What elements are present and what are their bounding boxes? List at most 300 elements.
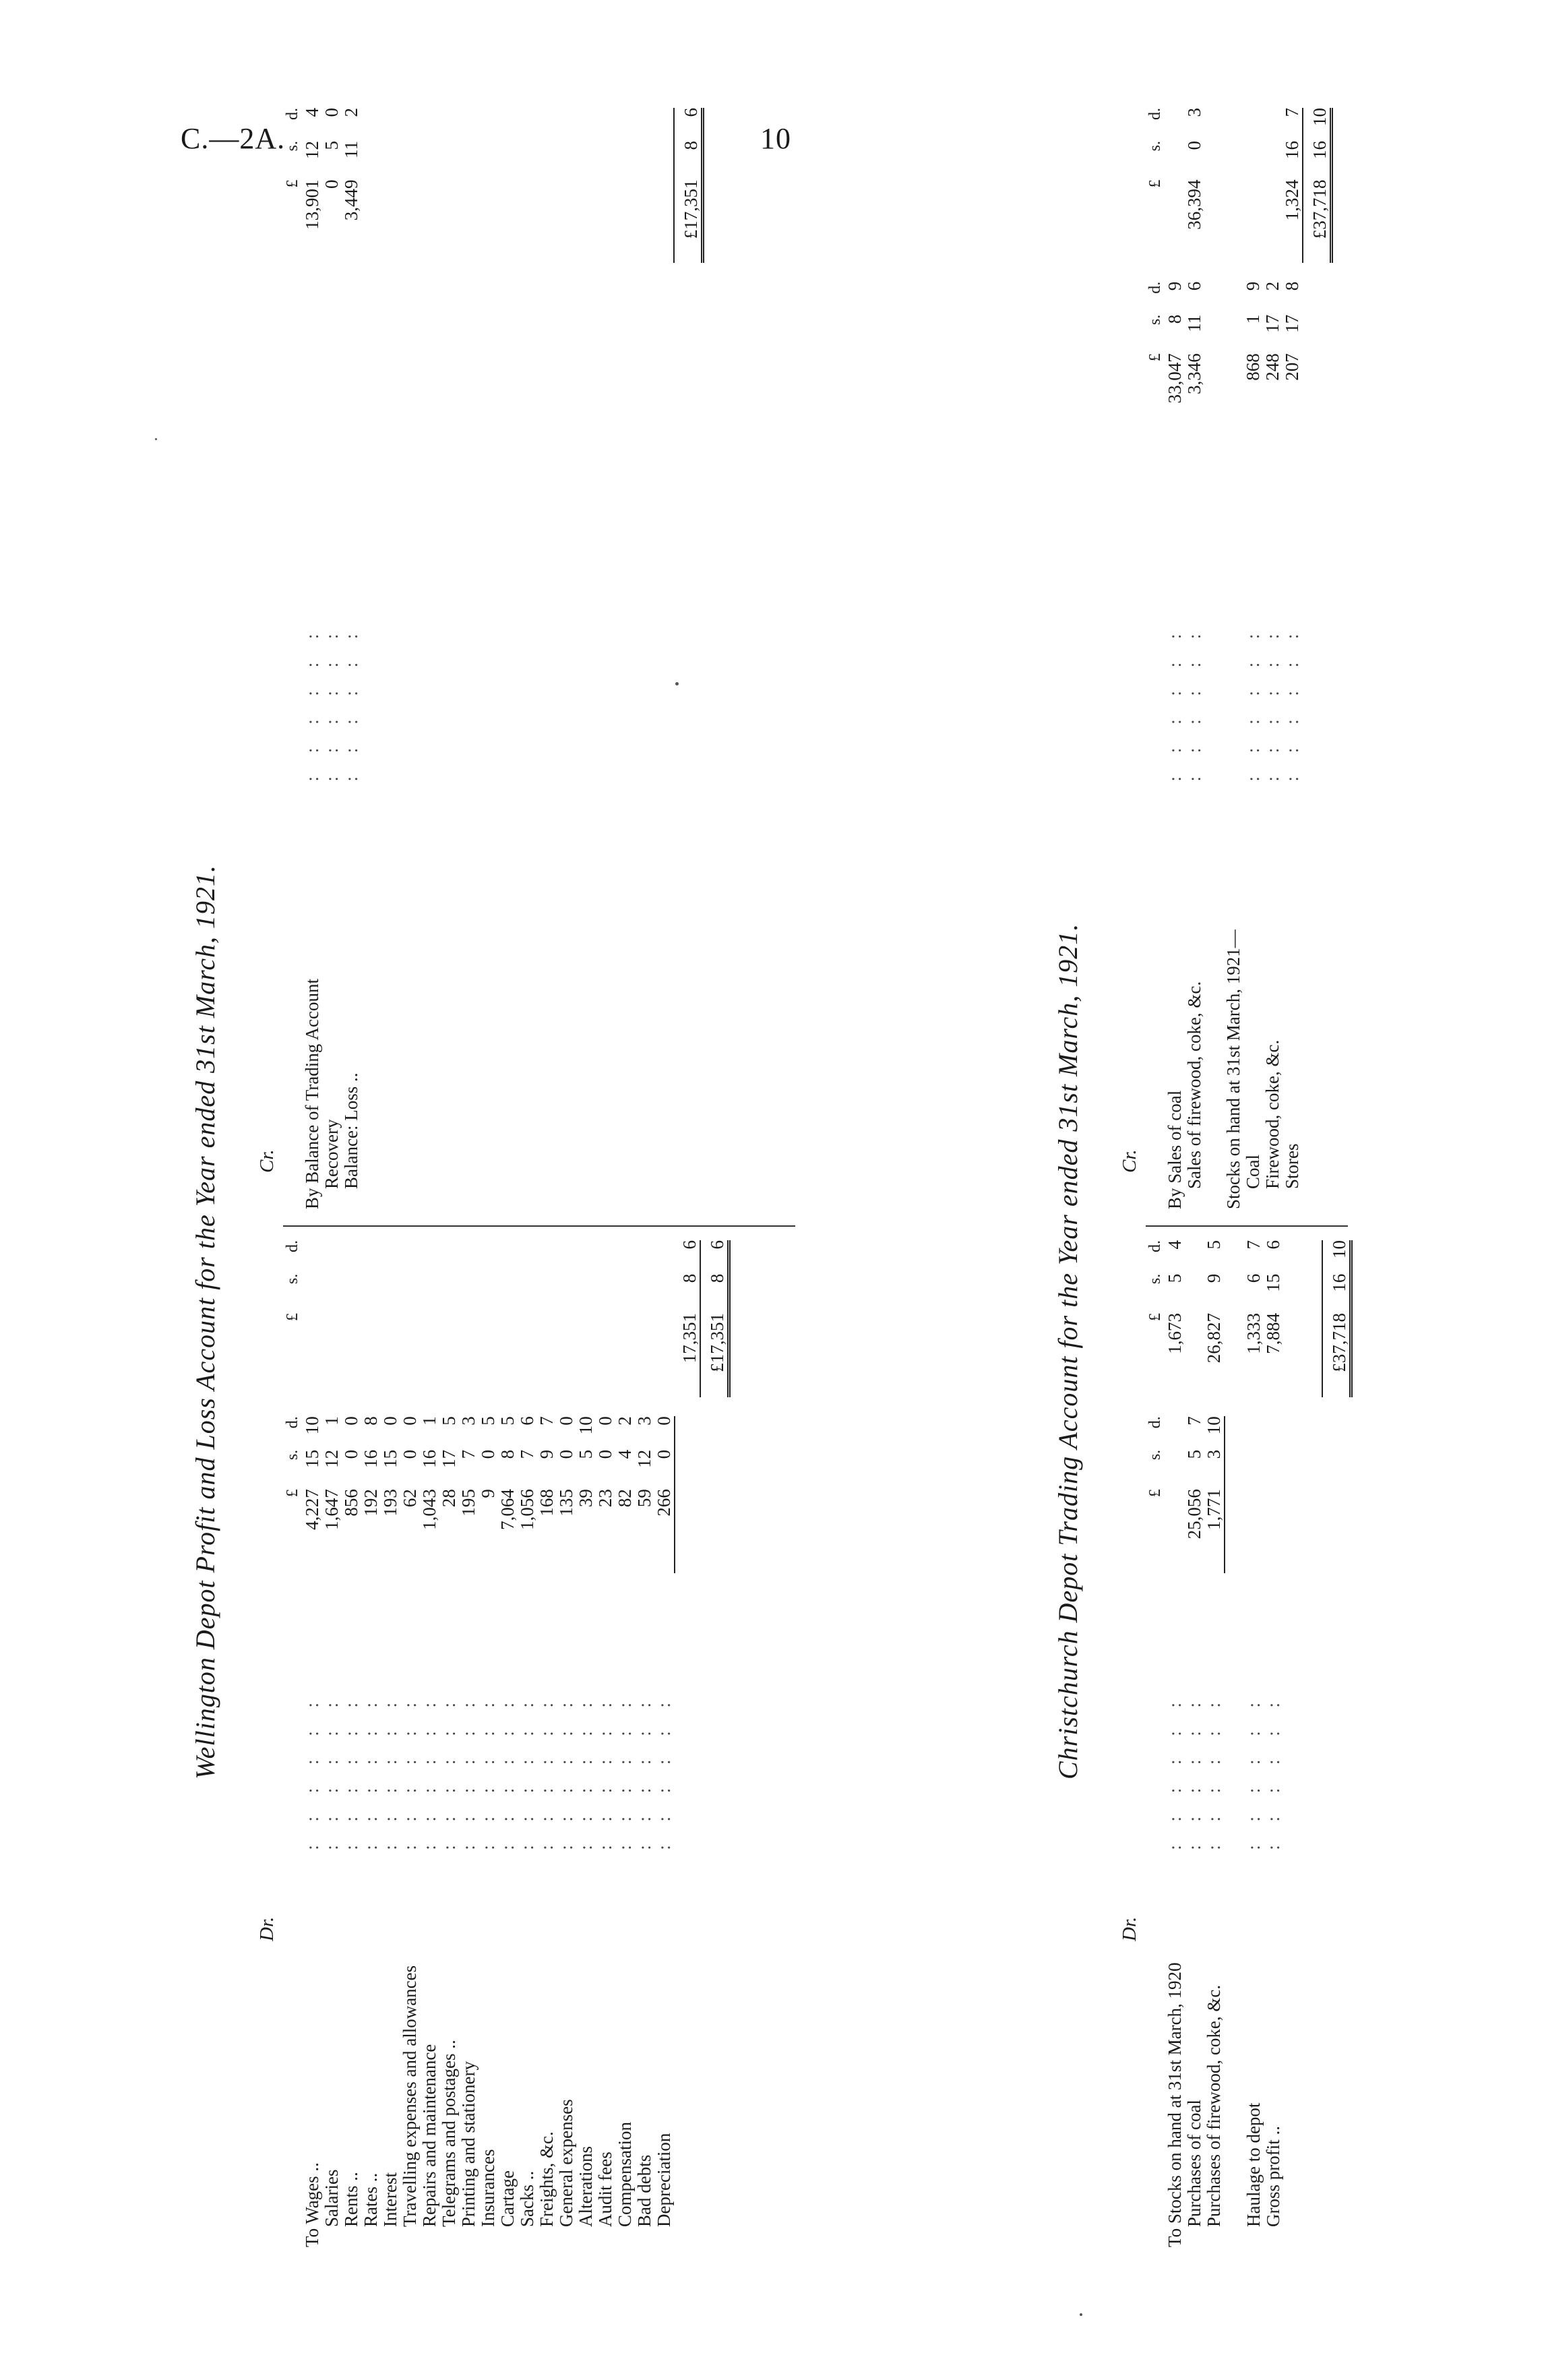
document-reference: C.—2A. bbox=[181, 122, 286, 155]
amount-shillings: 9 bbox=[536, 1449, 557, 1459]
outer-pounds bbox=[303, 1313, 322, 1397]
outer-shillings: 15 bbox=[1263, 1273, 1283, 1292]
christchurch-debit-table bbox=[1146, 1240, 1353, 2251]
outer-pounds bbox=[615, 1313, 635, 1397]
outer-pence: 2 bbox=[341, 108, 361, 117]
amount-shillings: 5 bbox=[576, 1449, 596, 1459]
outer-pence bbox=[654, 1240, 675, 1274]
wellington-debit-row bbox=[459, 1240, 478, 2251]
christchurch-debit-row bbox=[1264, 1240, 1283, 2251]
amount-pence bbox=[1224, 282, 1243, 315]
outer-shillings bbox=[576, 1274, 596, 1313]
christchurch-credit-row bbox=[1224, 108, 1243, 1213]
row-label: Freights, &c. bbox=[536, 2131, 557, 2227]
outer-pounds bbox=[420, 1313, 439, 1397]
outer-pence: 7 bbox=[1243, 1240, 1264, 1250]
wellington-debit-row bbox=[478, 1240, 498, 2251]
row-label: Sales of firewood, coke, &c. bbox=[1184, 981, 1204, 1189]
row-label: Audit fees bbox=[595, 2152, 615, 2227]
pounds-head: £ bbox=[1146, 353, 1164, 362]
christchurch-credit-table bbox=[1146, 108, 1333, 1213]
outer-shillings bbox=[478, 1274, 498, 1313]
amount-shillings: 17 bbox=[439, 1449, 459, 1468]
outer-pounds: 1,333 bbox=[1243, 1312, 1264, 1354]
row-label: Recovery bbox=[321, 1119, 342, 1189]
amount-shillings: 1 bbox=[1243, 314, 1263, 324]
amount-pounds bbox=[1264, 1489, 1283, 1573]
outer-pence: 6 bbox=[1263, 1240, 1283, 1250]
row-label: By Sales of coal bbox=[1165, 1090, 1185, 1209]
outer-shillings: 5 bbox=[321, 141, 342, 150]
outer-shillings: 11 bbox=[341, 141, 361, 159]
amount-shillings: 11 bbox=[1184, 314, 1204, 332]
amount-pence: 5 bbox=[478, 1416, 498, 1426]
amount-pounds: 192 bbox=[361, 1489, 381, 1517]
wellington-debit-row bbox=[654, 1240, 675, 2251]
money-header-row bbox=[1146, 1240, 1165, 2251]
row-label: Travelling expenses and allowances bbox=[400, 1965, 420, 2227]
amount-shillings: 8 bbox=[497, 1449, 518, 1459]
outer-pounds bbox=[537, 1313, 557, 1397]
outer-pounds bbox=[1165, 180, 1185, 264]
christchurch-debit-row bbox=[1244, 1240, 1264, 2251]
outer-shillings: 0 bbox=[1184, 141, 1204, 150]
amount-shillings: 0 bbox=[478, 1449, 498, 1459]
amount-shillings: 5 bbox=[1184, 1449, 1204, 1459]
leader-dots: : : : : : : bbox=[341, 1693, 361, 1850]
row-label: Gross profit .. bbox=[1263, 2126, 1283, 2227]
amount-shillings: 17 bbox=[1282, 314, 1302, 333]
amount-pounds: 33,047 bbox=[1165, 353, 1185, 404]
amount-shillings: 0 bbox=[341, 1449, 361, 1459]
amount-shillings: 0 bbox=[654, 1450, 675, 1489]
wellington-debit-row bbox=[400, 1240, 420, 2251]
outer-pounds bbox=[322, 1313, 342, 1397]
outer-pence: 0 bbox=[321, 108, 342, 117]
outer-pounds: 7,884 bbox=[1263, 1312, 1283, 1354]
row-label: Stocks on hand at 31st March, 1921— bbox=[1223, 929, 1243, 1209]
wellington-debit-row bbox=[361, 1240, 381, 2251]
wellington-debit-row bbox=[303, 1240, 322, 2251]
christchurch-dr-heading: Dr. bbox=[1119, 1916, 1140, 1941]
outer-pence bbox=[439, 1240, 459, 1274]
pence-head: d. bbox=[284, 108, 301, 120]
outer-pounds bbox=[1243, 180, 1263, 264]
wellington-debit-row bbox=[381, 1240, 400, 2251]
wellington-cr-heading: Cr. bbox=[256, 1149, 278, 1173]
row-label: Compensation bbox=[615, 2122, 635, 2227]
outer-pounds bbox=[576, 1313, 596, 1397]
outer-pounds bbox=[518, 1313, 537, 1397]
row-label: Sacks .. bbox=[517, 2170, 537, 2227]
amount-pence: 0 bbox=[654, 1416, 675, 1450]
outer-pence: 4 bbox=[1165, 1240, 1185, 1250]
christchurch-debit-total-row bbox=[1322, 1240, 1351, 2251]
outer-pence bbox=[518, 1240, 537, 1274]
amount-shillings bbox=[1224, 315, 1243, 354]
pence-head: d. bbox=[284, 1240, 301, 1252]
leader-dots: : : : : : : bbox=[536, 1693, 557, 1850]
shillings-head: s. bbox=[284, 141, 301, 152]
column-divider bbox=[1146, 1225, 1348, 1227]
wellington-debit-total-row bbox=[700, 1240, 729, 2251]
total-shillings: 16 bbox=[1303, 141, 1332, 180]
christchurch-cr-heading: Cr. bbox=[1119, 1149, 1140, 1173]
row-label: Firewood, coke, &c. bbox=[1262, 1039, 1283, 1189]
outer-shillings bbox=[498, 1274, 518, 1313]
row-label: Printing and stationery bbox=[458, 2061, 478, 2227]
amount-pence: 9 bbox=[1243, 281, 1263, 291]
outer-pounds bbox=[596, 1313, 615, 1397]
amount-pence: 0 bbox=[400, 1416, 420, 1426]
amount-shillings: 16 bbox=[419, 1449, 439, 1468]
amount-shillings bbox=[1165, 1450, 1185, 1489]
amount-shillings: 0 bbox=[556, 1449, 576, 1459]
total-pence: 6 bbox=[674, 108, 703, 141]
wellington-debit-row bbox=[439, 1240, 459, 2251]
leader-dots: : : : : : : bbox=[1243, 1693, 1264, 1850]
outer-shillings bbox=[596, 1274, 615, 1313]
total-pence: 10 bbox=[1303, 108, 1332, 141]
leader-dots: : : : : : : bbox=[321, 624, 342, 782]
row-label: Bad debts bbox=[634, 2154, 654, 2227]
outer-pence bbox=[420, 1240, 439, 1274]
shillings-head: s. bbox=[1146, 1449, 1164, 1461]
amount-pence: 3 bbox=[458, 1416, 478, 1426]
row-label: Salaries bbox=[321, 2169, 342, 2227]
outer-pence bbox=[1224, 108, 1243, 141]
leader-dots: : : : : : : bbox=[321, 1693, 342, 1850]
amount-pence: 1 bbox=[419, 1416, 439, 1426]
amount-pounds: 23 bbox=[595, 1489, 615, 1508]
amount-pounds: 135 bbox=[556, 1489, 576, 1517]
wellington-title: Wellington Depot Profit and Loss Account for the Year ended 31st March, 1921. bbox=[190, 865, 220, 1779]
outer-pence: 3 bbox=[1184, 108, 1204, 117]
amount-pounds: 82 bbox=[615, 1489, 635, 1508]
christchurch-title: Christchurch Depot Trading Account for the Year ended 31st March, 1921. bbox=[1053, 923, 1083, 1779]
wellington-debit-table bbox=[283, 1240, 731, 2251]
amount-shillings: 3 bbox=[1204, 1450, 1225, 1489]
amount-pounds: 4,227 bbox=[302, 1489, 322, 1530]
leader-dots: : : : : : : bbox=[341, 624, 361, 782]
row-label: Stores bbox=[1282, 1143, 1302, 1189]
ink-speck bbox=[155, 438, 157, 440]
leader-dots: : : : : : : bbox=[497, 1693, 518, 1850]
leader-dots: : : : : : : bbox=[400, 1693, 420, 1850]
christchurch-credit-row bbox=[1283, 108, 1303, 1213]
amount-pounds: 195 bbox=[458, 1489, 478, 1517]
leader-dots: : : : : : : bbox=[1184, 1693, 1204, 1850]
outer-pence bbox=[459, 1240, 478, 1274]
outer-pounds bbox=[635, 1313, 654, 1397]
outer-pence bbox=[635, 1240, 654, 1274]
amount-pence: 8 bbox=[361, 1416, 381, 1426]
total-pounds: £17,351 bbox=[674, 180, 703, 264]
leader-dots: : : : : : : bbox=[634, 1693, 654, 1850]
amount-pounds: 3,346 bbox=[1184, 353, 1204, 394]
amount-shillings: 17 bbox=[1262, 314, 1283, 333]
outer-pounds: 3,449 bbox=[341, 179, 361, 221]
leader-dots: : : : : : : bbox=[361, 1693, 381, 1850]
christchurch-debit-row bbox=[1204, 1240, 1225, 2251]
subtotal-shillings: 8 bbox=[679, 1273, 700, 1283]
row-label: Depreciation bbox=[654, 2133, 674, 2227]
amount-pence bbox=[342, 282, 361, 315]
subtotal-pence: 6 bbox=[679, 1240, 700, 1250]
wellington-debit-row bbox=[342, 1240, 361, 2251]
amount-pence: 10 bbox=[576, 1416, 596, 1435]
outer-shillings bbox=[342, 1274, 361, 1313]
leader-dots: : : : : : : bbox=[1204, 1693, 1224, 1850]
christchurch-credit-row bbox=[1185, 108, 1204, 1213]
outer-pence bbox=[596, 1240, 615, 1274]
outer-shillings bbox=[361, 1274, 381, 1313]
wellington-credit-row bbox=[303, 108, 322, 1213]
outer-pounds bbox=[381, 1313, 400, 1397]
outer-pence bbox=[361, 1240, 381, 1274]
leader-dots: : : : : : : bbox=[1184, 624, 1204, 782]
row-label: Telegrams and postages .. bbox=[439, 2040, 459, 2227]
outer-pence: 4 bbox=[302, 108, 322, 117]
leader-dots: : : : : : : bbox=[1262, 624, 1283, 782]
amount-pounds: 248 bbox=[1262, 353, 1283, 381]
outer-pence bbox=[1185, 1240, 1204, 1274]
subtotal-pounds: 17,351 bbox=[679, 1312, 700, 1364]
row-label: General expenses bbox=[556, 2099, 576, 2227]
row-label: Alterations bbox=[576, 2146, 596, 2227]
amount-pounds: 1,647 bbox=[321, 1489, 342, 1530]
amount-shillings: 8 bbox=[1165, 314, 1185, 324]
leader-dots: : : : : : : bbox=[595, 1693, 615, 1850]
outer-pounds: 26,827 bbox=[1204, 1312, 1224, 1364]
christchurch-credit-row bbox=[1263, 108, 1283, 1213]
outer-pence bbox=[557, 1240, 576, 1274]
christchurch-account bbox=[1053, 94, 1544, 2251]
amount-pounds: 1,043 bbox=[419, 1489, 439, 1530]
leader-dots: : : : : : : bbox=[517, 1693, 537, 1850]
outer-pence bbox=[1263, 108, 1283, 141]
amount-pence: 0 bbox=[595, 1416, 615, 1426]
outer-pounds: 0 bbox=[321, 179, 342, 189]
amount-shillings bbox=[1264, 1450, 1283, 1489]
amount-pence bbox=[1165, 1416, 1185, 1450]
outer-pounds: 13,901 bbox=[302, 179, 322, 230]
amount-pounds: 25,056 bbox=[1184, 1489, 1204, 1539]
amount-pounds: 207 bbox=[1282, 353, 1302, 381]
row-label: Purchases of firewood, coke, &c. bbox=[1204, 1984, 1224, 2227]
amount-shillings bbox=[1244, 1450, 1264, 1489]
christchurch-credit-row bbox=[1243, 108, 1263, 1213]
outer-pounds bbox=[459, 1313, 478, 1397]
amount-shillings: 0 bbox=[595, 1449, 615, 1459]
outer-pounds bbox=[478, 1313, 498, 1397]
amount-shillings: 16 bbox=[361, 1449, 381, 1468]
page-number: 10 bbox=[760, 122, 791, 155]
christchurch-debit-row bbox=[1185, 1240, 1204, 2251]
amount-pounds: 1,056 bbox=[517, 1489, 537, 1530]
wellington-debit-row bbox=[498, 1240, 518, 2251]
outer-pence bbox=[303, 1240, 322, 1274]
total-pounds: £17,351 bbox=[700, 1313, 729, 1397]
outer-shillings bbox=[1224, 141, 1243, 180]
row-label: By Balance of Trading Account bbox=[302, 979, 322, 1209]
shillings-head: s. bbox=[284, 1449, 301, 1461]
shillings-head: s. bbox=[1146, 1273, 1164, 1285]
outer-pounds bbox=[361, 1313, 381, 1397]
total-shillings: 8 bbox=[700, 1274, 729, 1313]
outer-shillings bbox=[654, 1274, 675, 1313]
row-label: Interest bbox=[380, 2172, 400, 2227]
money-header-row bbox=[1146, 108, 1165, 1213]
wellington-debit-row bbox=[518, 1240, 537, 2251]
amount-shillings bbox=[342, 315, 361, 354]
leader-dots: : : : : : : bbox=[1165, 624, 1185, 782]
amount-pence: 6 bbox=[1184, 281, 1204, 291]
outer-pence bbox=[537, 1240, 557, 1274]
outer-pounds bbox=[1224, 180, 1243, 264]
pounds-head: £ bbox=[284, 1312, 301, 1321]
column-divider bbox=[283, 1225, 795, 1227]
wellington-credit-table bbox=[283, 108, 704, 1213]
amount-pounds: 856 bbox=[341, 1489, 361, 1517]
amount-shillings: 7 bbox=[517, 1449, 537, 1459]
outer-shillings bbox=[557, 1274, 576, 1313]
total-pounds: £37,718 bbox=[1303, 180, 1332, 264]
shillings-head: s. bbox=[1146, 314, 1164, 326]
outer-shillings bbox=[518, 1274, 537, 1313]
amount-pounds bbox=[303, 353, 322, 437]
shillings-head: s. bbox=[284, 1273, 301, 1285]
amount-pounds bbox=[1224, 353, 1243, 437]
row-label: Balance: Loss .. bbox=[341, 1072, 361, 1189]
pounds-head: £ bbox=[284, 1489, 301, 1498]
amount-shillings bbox=[303, 315, 322, 354]
outer-pounds bbox=[1263, 180, 1283, 264]
amount-shillings: 15 bbox=[380, 1449, 400, 1468]
outer-shillings bbox=[400, 1274, 420, 1313]
amount-pounds: 59 bbox=[634, 1489, 654, 1508]
outer-pence bbox=[381, 1240, 400, 1274]
row-label: Insurances bbox=[478, 2149, 498, 2227]
outer-shillings bbox=[381, 1274, 400, 1313]
pence-head: d. bbox=[284, 1416, 301, 1429]
outer-pence bbox=[400, 1240, 420, 1274]
leader-dots: : : : : : : bbox=[1243, 624, 1263, 782]
amount-shillings: 12 bbox=[321, 1449, 342, 1468]
pence-head: d. bbox=[1146, 108, 1164, 120]
leader-dots: : : : : : : bbox=[302, 1693, 322, 1850]
amount-pence: 0 bbox=[556, 1416, 576, 1426]
leader-dots: : : : : : : bbox=[556, 1693, 576, 1850]
pounds-head: £ bbox=[1146, 1489, 1164, 1498]
wellington-credit-total-row bbox=[674, 108, 703, 1213]
christchurch-credit-row bbox=[1165, 108, 1185, 1213]
total-shillings: 16 bbox=[1322, 1274, 1351, 1313]
amount-pence: 1 bbox=[321, 1416, 342, 1426]
outer-shillings: 5 bbox=[1165, 1273, 1185, 1283]
amount-shillings: 12 bbox=[634, 1449, 654, 1468]
amount-pence: 10 bbox=[302, 1416, 322, 1435]
money-header-row bbox=[283, 1240, 303, 2251]
leader-dots: : : : : : : bbox=[1282, 624, 1302, 782]
row-label: Purchases of coal bbox=[1184, 2100, 1204, 2227]
leader-dots: : : : : : : bbox=[615, 1693, 635, 1850]
wellington-debit-row bbox=[537, 1240, 557, 2251]
amount-pence: 3 bbox=[634, 1416, 654, 1426]
amount-pence bbox=[1264, 1416, 1283, 1450]
outer-shillings bbox=[303, 1274, 322, 1313]
wellington-debit-row bbox=[596, 1240, 615, 2251]
pence-head: d. bbox=[1146, 1416, 1164, 1429]
leader-dots: : : : : : : bbox=[302, 624, 322, 782]
outer-pounds bbox=[342, 1313, 361, 1397]
amount-pence bbox=[1244, 1416, 1264, 1450]
wellington-debit-row bbox=[557, 1240, 576, 2251]
row-label: Cartage bbox=[497, 2170, 518, 2227]
amount-pounds bbox=[1244, 1489, 1264, 1573]
row-label: Haulage to depot bbox=[1243, 2102, 1264, 2227]
row-label: Rents .. bbox=[341, 2172, 361, 2227]
amount-pence: 6 bbox=[517, 1416, 537, 1426]
pounds-head: £ bbox=[1146, 179, 1164, 188]
outer-pence bbox=[498, 1240, 518, 1274]
wellington-dr-heading: Dr. bbox=[256, 1916, 278, 1941]
money-header-row bbox=[283, 108, 303, 1213]
amount-pence: 9 bbox=[1165, 281, 1185, 291]
leader-dots: : : : : : : bbox=[1165, 1693, 1185, 1850]
leader-dots: : : : : : : bbox=[576, 1693, 596, 1850]
amount-pounds: 266 bbox=[654, 1489, 675, 1573]
wellington-debit-subtotal-row bbox=[675, 1240, 700, 2251]
amount-pounds: 7,064 bbox=[497, 1489, 518, 1530]
wellington-account bbox=[190, 94, 802, 2251]
row-label: Rates .. bbox=[361, 2172, 381, 2227]
wellington-debit-row bbox=[322, 1240, 342, 2251]
amount-pounds bbox=[322, 353, 342, 437]
amount-pounds: 193 bbox=[380, 1489, 400, 1517]
amount-pounds: 168 bbox=[536, 1489, 557, 1517]
outer-pence: 5 bbox=[1204, 1240, 1224, 1250]
leader-dots bbox=[1224, 437, 1243, 786]
amount-pence: 7 bbox=[1184, 1416, 1204, 1426]
outer-shillings: 12 bbox=[302, 141, 322, 160]
amount-pounds: 39 bbox=[576, 1489, 596, 1508]
outer-pence bbox=[1243, 108, 1263, 141]
amount-shillings: 0 bbox=[400, 1449, 420, 1459]
pounds-head: £ bbox=[1146, 1312, 1164, 1321]
row-label: Repairs and maintenance bbox=[419, 2044, 439, 2227]
wellington-credit-row bbox=[322, 108, 342, 1213]
pounds-head: £ bbox=[284, 179, 301, 188]
total-pounds: £37,718 bbox=[1322, 1313, 1351, 1397]
amount-pounds: 62 bbox=[400, 1489, 420, 1508]
leader-dots: : : : : : : bbox=[654, 1693, 674, 1850]
amount-pence: 2 bbox=[615, 1416, 635, 1426]
total-pence: 10 bbox=[1322, 1240, 1351, 1274]
outer-pence bbox=[576, 1240, 596, 1274]
amount-pence: 0 bbox=[341, 1416, 361, 1426]
outer-shillings bbox=[1243, 141, 1263, 180]
amount-pence: 10 bbox=[1204, 1416, 1225, 1450]
leader-dots: : : : : : : bbox=[419, 1693, 439, 1850]
row-label: To Stocks on hand at 31st March, 1920 bbox=[1165, 1962, 1185, 2247]
outer-shillings bbox=[439, 1274, 459, 1313]
outer-pounds bbox=[557, 1313, 576, 1397]
amount-pounds bbox=[1165, 1489, 1185, 1573]
amount-pence: 2 bbox=[1262, 281, 1283, 291]
amount-shillings: 4 bbox=[615, 1449, 635, 1459]
pence-head: d. bbox=[1146, 1240, 1164, 1252]
